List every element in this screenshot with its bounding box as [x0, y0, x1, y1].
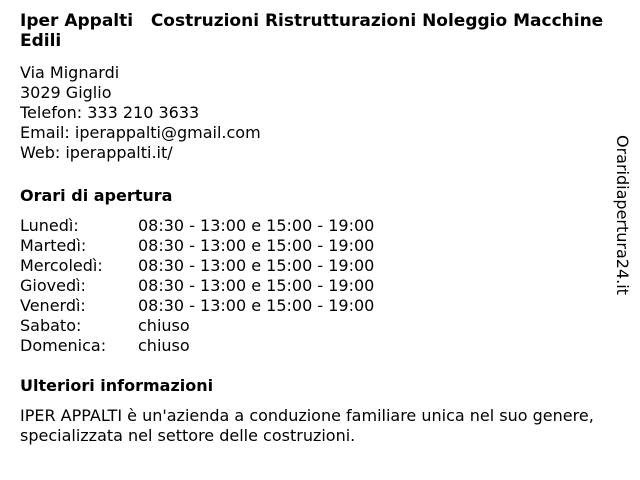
- day-label: Martedì:: [20, 236, 87, 255]
- hours-row-tuesday: [20, 236, 604, 256]
- day-hours: 08:30 - 13:00 e 15:00 - 19:00: [138, 236, 375, 255]
- postal-city: 3029 Giglio: [20, 83, 112, 102]
- contact-block: [20, 63, 604, 163]
- opening-hours-heading: Orari di apertura: [20, 186, 173, 205]
- hours-row-thursday: [20, 276, 604, 296]
- business-description: IPER APPALTI è un'azienda a conduzione familiare unica nel suo genere, specializzata nel settore delle costruzioni.: [20, 406, 594, 445]
- phone-number[interactable]: Telefon: 333 210 3633: [20, 103, 200, 122]
- hours-row-saturday: [20, 316, 604, 336]
- business-name: Iper Appalti Costruzioni Ristrutturazioni Noleggio Macchine Edili: [20, 11, 610, 51]
- street-address: Via Mignardi: [20, 63, 120, 82]
- hours-row-wednesday: [20, 256, 604, 276]
- day-hours: chiuso: [138, 336, 190, 355]
- opening-hours-table: [20, 216, 604, 356]
- day-label: Mercoledì:: [20, 256, 103, 275]
- day-label: Sabato:: [20, 316, 82, 335]
- hours-row-friday: [20, 296, 604, 316]
- day-label: Lunedì:: [20, 216, 79, 235]
- site-watermark: Oraridiapertura24.it: [613, 135, 632, 295]
- day-label: Giovedì:: [20, 276, 86, 295]
- day-hours: 08:30 - 13:00 e 15:00 - 19:00: [138, 256, 375, 275]
- more-info-heading: Ulteriori informazioni: [20, 376, 214, 395]
- hours-row-monday: [20, 216, 604, 236]
- day-hours: 08:30 - 13:00 e 15:00 - 19:00: [138, 276, 375, 295]
- day-label: Domenica:: [20, 336, 107, 355]
- day-hours: chiuso: [138, 316, 190, 335]
- day-hours: 08:30 - 13:00 e 15:00 - 19:00: [138, 216, 375, 235]
- day-label: Venerdì:: [20, 296, 86, 315]
- hours-row-sunday: [20, 336, 604, 356]
- business-card: [20, 11, 610, 446]
- email-address[interactable]: Email: iperappalti@gmail.com: [20, 123, 261, 142]
- day-hours: 08:30 - 13:00 e 15:00 - 19:00: [138, 296, 375, 315]
- website-link[interactable]: Web: iperappalti.it/: [20, 143, 173, 162]
